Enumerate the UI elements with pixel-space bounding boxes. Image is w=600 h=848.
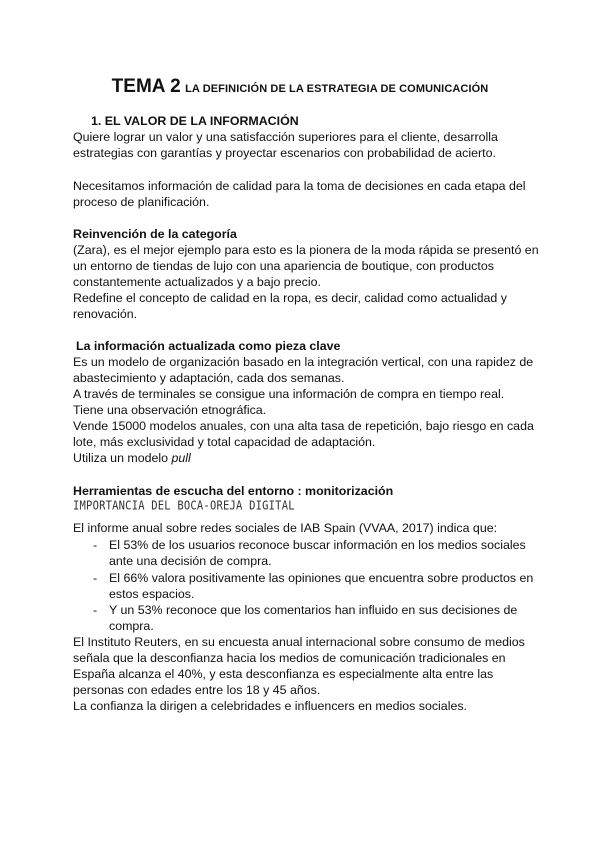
bullet-line: El 66% valora positivamente las opiniones que encuentra sobre productos en (109, 571, 534, 585)
paragraph-line: El Instituto Reuters, en su encuesta anual internacional sobre consumo de medios (73, 635, 525, 649)
paragraph-line: estrategias con garantías y proyectar escenarios con probabilidad de acierto. (73, 146, 496, 160)
paragraph-line: lote, más exclusividad y total capacidad de adaptación. (73, 435, 376, 449)
paragraph-line: A través de terminales se consigue una información de compra en tiempo real. (73, 387, 505, 401)
bullet-line: ante una decisión de compra. (109, 554, 272, 568)
paragraph-line: un entorno de tiendas de lujo con una apariencia de boutique, con productos (73, 259, 494, 273)
tema-subtitle: LA DEFINICIÓN DE LA ESTRATEGIA DE COMUNICACIÓN (185, 83, 489, 95)
paragraph-line: La confianza la dirigen a celebridades e influencers en medios sociales. (73, 699, 467, 713)
pull-italic: pull (171, 451, 191, 465)
paragraph-line: renovación. (73, 307, 138, 321)
paragraph-line: señala que la desconfianza hacia los medios de comunicación tradicionales en (73, 651, 506, 665)
tema-label: TEMA 2 (111, 76, 181, 97)
bullet-line: Y un 53% reconoce que los comentarios han influido en sus decisiones de (109, 603, 518, 617)
paragraph-line: Quiere lograr un valor y una satisfacción superiores para el cliente, desarrolla (73, 130, 498, 144)
paragraph-line: (Zara), es el mejor ejemplo para esto es la pionera de la moda rápida se presentó en (73, 243, 539, 257)
section-heading-herramientas: Herramientas de escucha del entorno : monitorización (73, 484, 394, 498)
section-heading-reinvencion: Reinvención de la categoría (73, 227, 237, 241)
page-title (0, 76, 600, 98)
bullet-line: estos espacios. (109, 587, 195, 601)
paragraph-line: Tiene una observación etnográfica. (73, 403, 267, 417)
bullet-line: El 53% de los usuarios reconoce buscar información en los medios sociales (109, 538, 526, 552)
bullet-dash: - (93, 571, 98, 585)
paragraph-line: constantemente actualizados y a bajo precio. (73, 275, 321, 289)
paragraph-line: España alcanza el 40%, y esta desconfianza es especialmente alta entre las (73, 667, 494, 681)
paragraph-line: proceso de planificación. (73, 195, 210, 209)
paragraph-line: personas con edades entre los 18 y 45 años. (73, 683, 321, 697)
bullet-dash: - (93, 603, 98, 617)
bullet-line: compra. (109, 619, 154, 633)
section-heading-informacion: La información actualizada como pieza clave (76, 339, 341, 353)
paragraph-line: Necesitamos información de calidad para la toma de decisiones en cada etapa del (73, 179, 526, 193)
handwritten-note: IMPORTANCIA DEL BOCA-OREJA DIGITAL (73, 499, 295, 513)
paragraph-line: abastecimiento y adaptación, cada dos semanas. (73, 371, 345, 385)
pull-prefix: Utiliza un modelo (73, 451, 172, 465)
paragraph-line: Vende 15000 modelos anuales, con una alta tasa de repetición, bajo riesgo en cada (73, 419, 534, 433)
bullet-dash: - (93, 538, 98, 552)
section-heading-valor: 1. EL VALOR DE LA INFORMACIÓN (91, 114, 299, 128)
paragraph-line: El informe anual sobre redes sociales de IAB Spain (VVAA, 2017) indica que: (73, 521, 498, 535)
paragraph-line: Es un modelo de organización basado en la integración vertical, con una rapidez de (73, 355, 534, 369)
paragraph-line: Redefine el concepto de calidad en la ropa, es decir, calidad como actualidad y (73, 291, 507, 305)
paragraph-line-pull (73, 450, 191, 466)
